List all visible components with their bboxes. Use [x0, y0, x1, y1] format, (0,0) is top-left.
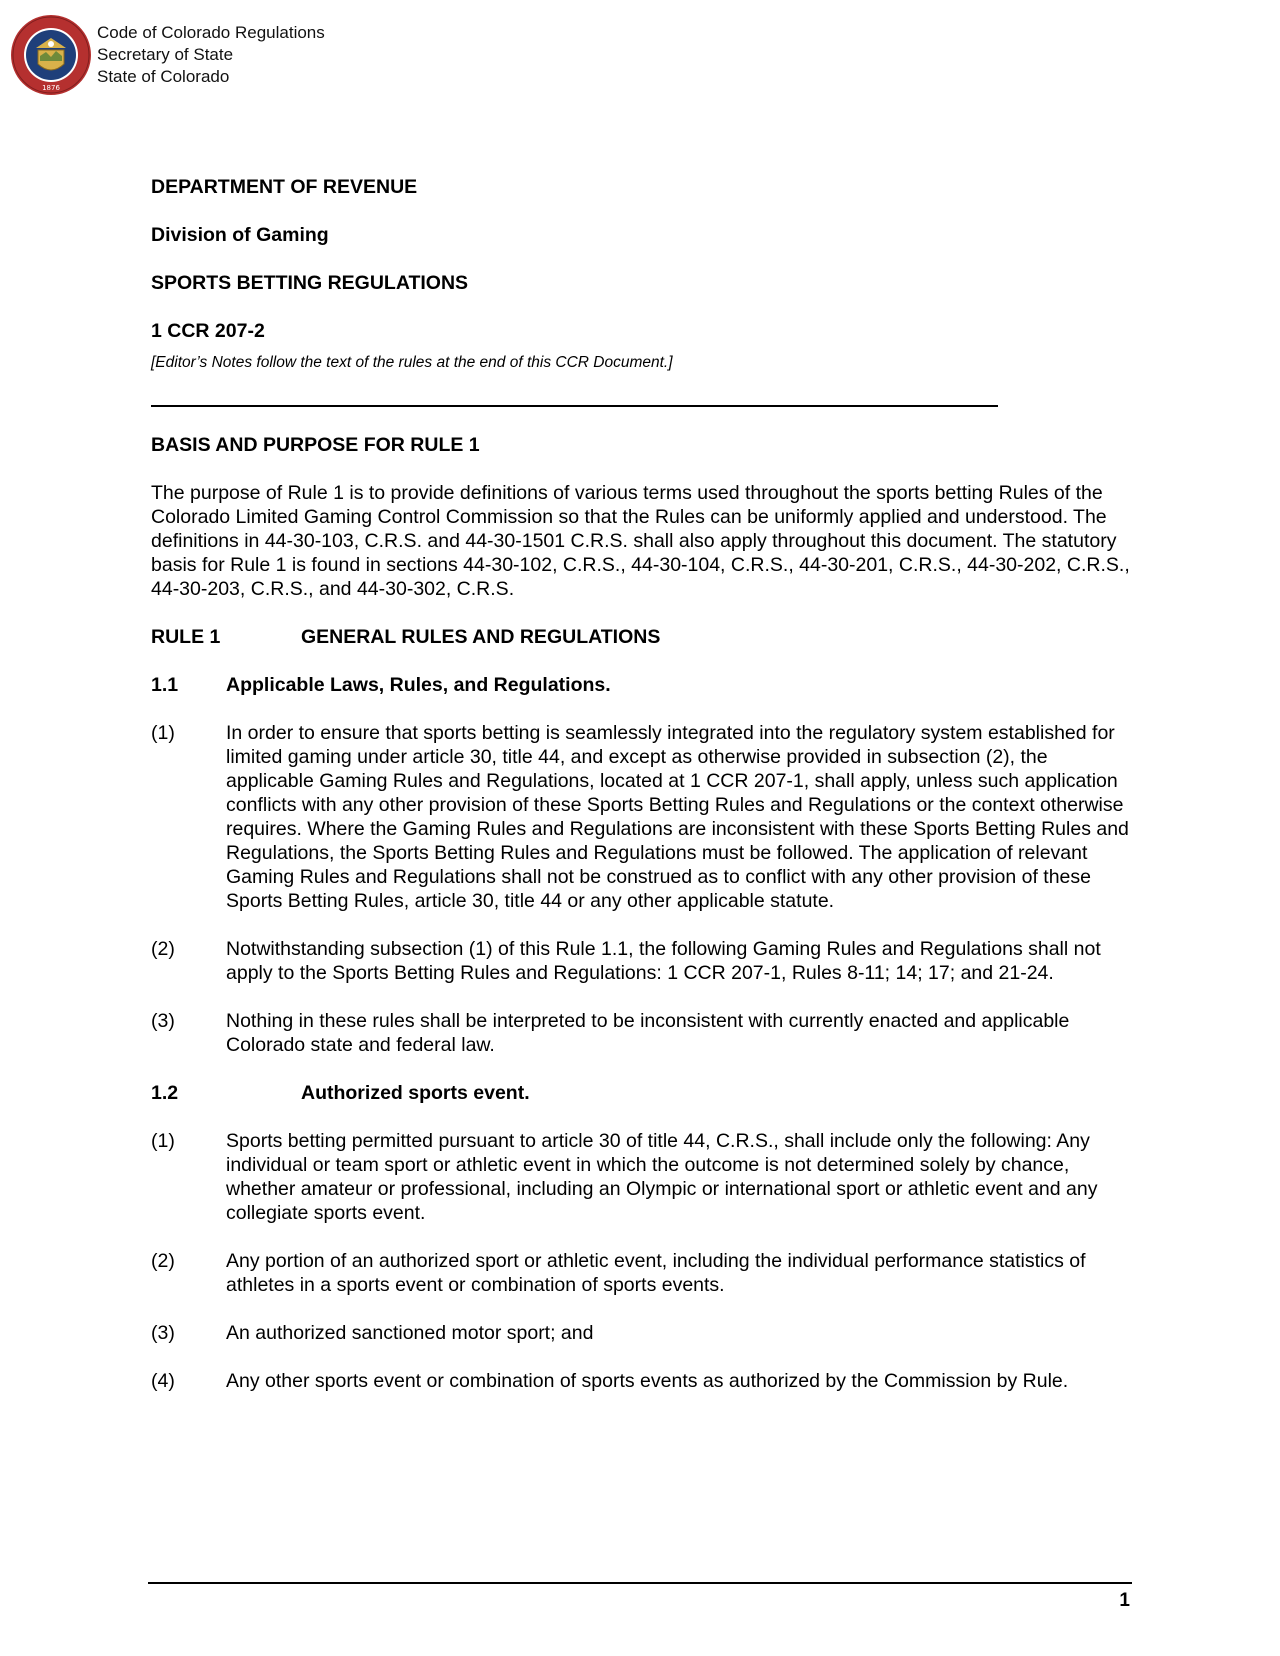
item-number: (2) [151, 938, 175, 960]
section-title: Applicable Laws, Rules, and Regulations. [226, 674, 611, 696]
department-title: DEPARTMENT OF REVENUE [151, 176, 418, 198]
list-item [151, 1129, 1131, 1225]
state-seal-icon [10, 7, 114, 96]
item-text: Notwithstanding subsection (1) of this Rule 1.1, the following Gaming Rules and Regulations shall not apply to the Sports Betting Rules and Regulations: 1 CCR 207-1, Rules 8-11; 14; 17; and 21-24. [226, 938, 1101, 984]
item-number: (3) [151, 1322, 175, 1344]
seal-ring-text: STATE OF COLORADO [10, 7, 114, 16]
division-title: Division of Gaming [151, 224, 329, 246]
item-text: An authorized sanctioned motor sport; and [226, 1322, 594, 1344]
section-number: 1.2 [151, 1082, 179, 1104]
item-number: (4) [151, 1370, 175, 1392]
item-text: In order to ensure that sports betting is seamlessly integrated into the regulatory system established for limited gaming under article 30, title 44, and except as otherwise provided in subsection (2), the applicable Gaming Rules and Regulations, located at 1 CCR 207-1, shall apply, unless such application conflicts with any other provision of these Sports Betting Rules and Regulations or the context otherwise requires. Where the Gaming Rules and Regulations are inconsistent with these Sports Betting Rules and Regulations, the Sports Betting Rules and Regulations must be followed. The application of relevant Gaming Rules and Regulations shall not be construed as to conflict with any other provision of these Sports Betting Rules, article 30, title 44 or any other applicable statute. [226, 722, 1129, 912]
list-item [151, 937, 1131, 985]
section-title: Authorized sports event. [301, 1082, 530, 1104]
document-header [10, 7, 325, 96]
ccr-number: 1 CCR 207-2 [151, 320, 265, 342]
list-item [151, 1249, 1131, 1297]
regulations-title: SPORTS BETTING REGULATIONS [151, 272, 469, 294]
rule-number: RULE 1 [151, 626, 221, 648]
page-number: 1 [1119, 1590, 1130, 1611]
seal-year: 1876 [42, 84, 60, 92]
header-text [97, 22, 325, 88]
document-body [151, 175, 1131, 1393]
list-item [151, 721, 1131, 913]
list-item [151, 1321, 1131, 1345]
section-number: 1.1 [151, 674, 179, 696]
rule-title: GENERAL RULES AND REGULATIONS [301, 626, 661, 648]
section-1-2-heading [151, 1081, 1131, 1105]
basis-heading: BASIS AND PURPOSE FOR RULE 1 [151, 434, 480, 456]
basis-text: The purpose of Rule 1 is to provide definitions of various terms used throughout the sports betting Rules of the Colorado Limited Gaming Control Commission so that the Rules can be uniformly applied and understood. The definitions in 44-30-103, C.R.S. and 44-30-1501 C.R.S. shall also apply throughout this document. The statutory basis for Rule 1 is found in sections 44-30-102, C.R.S., 44-30-104, C.R.S., 44-30-201, C.R.S., 44-30-202, C.R.S., 44-30-203, C.R.S., and 44-30-302, C.R.S. [151, 482, 1130, 600]
header-line-state: State of Colorado [97, 67, 230, 86]
header-line-code: Code of Colorado Regulations [97, 23, 325, 42]
item-text: Sports betting permitted pursuant to article 30 of title 44, C.R.S., shall include only the following: Any individual or team sport or athletic event in which the outcome is not determined solely by chance, whether amateur or professional, including an Olympic or international sport or athletic event and any collegiate sports event. [226, 1130, 1098, 1224]
footer-divider [148, 1582, 1132, 1584]
section-1-1-heading [151, 673, 1131, 697]
list-item [151, 1369, 1131, 1393]
item-number: (2) [151, 1250, 175, 1272]
item-text: Nothing in these rules shall be interpreted to be inconsistent with currently enacted and applicable Colorado state and federal law. [226, 1010, 1070, 1056]
item-text: Any other sports event or combination of sports events as authorized by the Commission by Rule. [226, 1370, 1069, 1392]
editors-note: [Editor’s Notes follow the text of the rules at the end of this CCR Document.] [151, 354, 673, 371]
item-number: (3) [151, 1010, 175, 1032]
list-item [151, 1009, 1131, 1057]
header-line-secretary: Secretary of State [97, 45, 234, 64]
item-number: (1) [151, 1130, 175, 1152]
item-number: (1) [151, 722, 175, 744]
rule-1-heading [151, 625, 1131, 649]
item-text: Any portion of an authorized sport or athletic event, including the individual performance statistics of athletes in a sports event or combination of sports events. [226, 1250, 1086, 1296]
